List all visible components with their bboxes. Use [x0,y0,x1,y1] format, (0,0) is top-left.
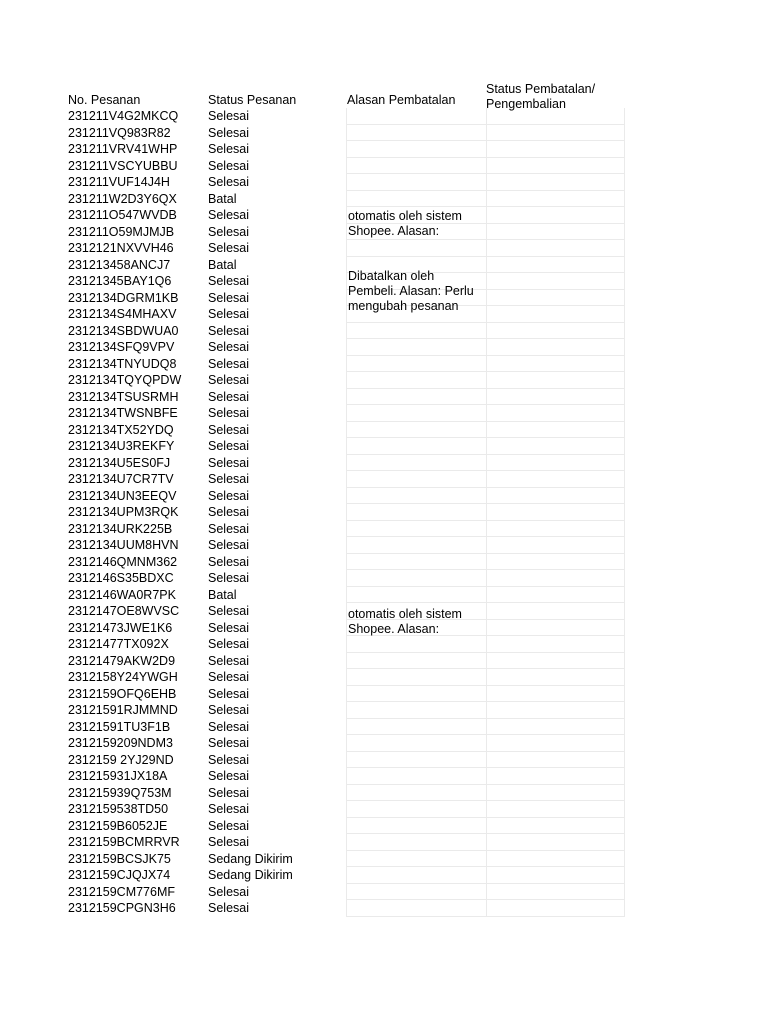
order-status-cell: Batal [208,257,237,272]
table-row [67,686,625,703]
order-number-cell: 2312134UN3EEQV [68,488,177,503]
header-order-status: Status Pesanan [208,93,297,107]
order-number-cell: 2312159OFQ6EHB [68,686,177,701]
table-row [67,471,625,488]
table-row [67,570,625,587]
cancel-reason-cell [346,735,486,752]
table-row [67,455,625,472]
order-number-cell: 231211VRV41WHP [68,142,178,156]
table-body [67,108,625,917]
order-status-cell: Selesai [208,406,249,420]
table-row [67,240,625,257]
note-line: Shopee. Alasan: [348,224,440,238]
order-status-cell: Selesai [208,769,249,783]
order-status-cell: Selesai [208,455,249,470]
cancel-reason-cell [346,818,486,835]
table-row [67,356,625,373]
table-header [67,82,625,111]
order-status-cell: Selesai [208,901,249,915]
order-number-cell: 231215939Q753M [68,785,172,800]
order-number-cell: 2312159 2YJ29ND [68,752,174,767]
order-number-cell: 2312134DGRM1KB [68,290,179,305]
cancel-status-cell [486,356,625,373]
order-status-cell: Selesai [208,637,249,651]
cancel-reason-cell [346,504,486,521]
cancel-reason-cell [346,554,486,571]
cancel-status-cell [486,785,625,802]
cancel-reason-cell [346,636,486,653]
cancel-reason-cell [346,339,486,356]
table-row [67,207,625,224]
cancel-status-cell [486,389,625,406]
order-status-cell: Selesai [208,373,249,387]
cancel-status-cell [486,653,625,670]
order-number-cell: 231215931JX18A [68,769,168,783]
cancel-status-cell [486,306,625,323]
cancel-status-cell [486,273,625,290]
order-status-cell: Selesai [208,719,249,734]
order-number-cell: 231211V4G2MKCQ [68,109,179,123]
cancel-status-cell [486,603,625,620]
cancel-reason-cell [346,900,486,917]
cancel-reason-cell [346,422,486,439]
table-row [67,141,625,158]
order-number-cell: 231211VQ983R82 [68,125,171,140]
order-number-cell: 2312134S4MHAXV [68,307,177,321]
cancel-status-cell [486,207,625,224]
table-row [67,636,625,653]
header-cancel-status-line1: Status Pembatalan/ [486,82,596,96]
cancel-reason-cell [346,884,486,901]
order-number-cell: 2312159BCSJK75 [68,851,171,866]
cancel-reason-cell [346,141,486,158]
cancel-status-cell [486,884,625,901]
cancel-reason-cell [346,372,486,389]
note-line: otomatis oleh sistem [348,209,462,223]
cancel-status-cell [486,570,625,587]
cancel-reason-cell [346,240,486,257]
table-row [67,224,625,241]
table-row [67,752,625,769]
cancel-reason-cell [346,174,486,191]
cancel-status-cell [486,422,625,439]
order-status-cell: Selesai [208,752,249,767]
order-number-cell: 2312159209NDM3 [68,736,173,750]
order-status-cell: Selesai [208,488,249,503]
cancel-reason-cell [346,125,486,142]
order-status-cell: Selesai [208,670,249,684]
cancel-reason-note [348,269,474,314]
table-row [67,587,625,604]
cancel-status-cell [486,438,625,455]
order-number-cell: 2312158Y24YWGH [68,670,178,684]
header-cancel-reason: Alasan Pembatalan [347,93,456,107]
table-row [67,768,625,785]
cancel-reason-cell [346,108,486,125]
table-row [67,851,625,868]
cancel-reason-cell [346,785,486,802]
order-status-cell: Selesai [208,340,249,354]
order-status-cell: Selesai [208,653,249,668]
order-status-cell: Selesai [208,554,249,569]
note-line: Dibatalkan oleh [348,269,435,283]
cancel-status-cell [486,752,625,769]
table-row [67,735,625,752]
cancel-status-cell [486,719,625,736]
order-status-cell: Selesai [208,175,249,189]
cancel-status-cell [486,224,625,241]
table-row [67,306,625,323]
order-status-cell: Selesai [208,422,249,437]
table-row [67,405,625,422]
order-number-cell: 2312121NXVVH46 [68,241,174,255]
cancel-status-cell [486,257,625,274]
order-number-cell: 2312159CPGN3H6 [68,901,176,915]
order-status-cell: Selesai [208,785,249,800]
cancel-status-cell [486,851,625,868]
order-status-cell: Selesai [208,274,249,288]
order-number-cell: 2312159B6052JE [68,818,168,833]
cancel-reason-cell [346,405,486,422]
cancel-reason-cell [346,158,486,175]
order-number-cell: 2312134U7CR7TV [68,472,174,486]
table-row [67,158,625,175]
order-status-cell: Selesai [208,290,249,305]
order-status-cell: Selesai [208,356,249,371]
order-status-cell: Selesai [208,686,249,701]
cancel-status-cell [486,554,625,571]
cancel-status-cell [486,141,625,158]
table-row [67,389,625,406]
table-row [67,108,625,125]
cancel-status-cell [486,504,625,521]
table-row [67,273,625,290]
order-status-cell: Selesai [208,884,249,899]
order-number-cell: 2312159BCMRRVR [68,835,180,849]
table-row [67,785,625,802]
cancel-status-cell [486,372,625,389]
table-row [67,290,625,307]
table-row [67,900,625,917]
order-status-cell: Selesai [208,472,249,486]
order-status-cell: Selesai [208,389,249,404]
cancel-reason-cell [346,768,486,785]
cancel-reason-cell [346,570,486,587]
order-number-cell: 23121473JWE1K6 [68,620,173,635]
order-status-cell: Selesai [208,142,249,156]
cancel-status-cell [486,191,625,208]
cancel-status-cell [486,174,625,191]
cancel-reason-cell [346,653,486,670]
table-row [67,653,625,670]
cancel-reason-cell [346,752,486,769]
table-row [67,257,625,274]
order-number-cell: 231211O59MJMJB [68,224,175,239]
cancel-reason-cell [346,669,486,686]
order-status-cell: Selesai [208,439,249,453]
cancel-status-cell [486,125,625,142]
order-status-cell: Selesai [208,802,249,816]
order-status-cell: Selesai [208,736,249,750]
cancel-reason-cell [346,834,486,851]
order-status-cell: Selesai [208,241,249,255]
cancel-reason-note [348,209,462,239]
order-number-cell: 2312146S35BDXC [68,571,174,585]
order-number-cell: 23121477TX092X [68,637,169,651]
table-row [67,339,625,356]
order-status-cell: Selesai [208,818,249,833]
order-number-cell: 2312134TX52YDQ [68,422,174,437]
table-row [67,488,625,505]
table-row [67,620,625,637]
order-status-cell: Selesai [208,703,249,717]
order-number-cell: 23121345BAY1Q6 [68,274,172,288]
table-row [67,884,625,901]
order-status-cell: Selesai [208,323,249,338]
order-status-cell: Selesai [208,505,249,519]
table-row [67,174,625,191]
order-status-cell: Selesai [208,109,249,123]
cancel-status-cell [486,521,625,538]
cancel-status-cell [486,867,625,884]
order-number-cell: 2312134TSUSRMH [68,389,179,404]
order-status-cell: Selesai [208,307,249,321]
cancel-reason-cell [346,455,486,472]
order-number-cell: 2312159CM776MF [68,884,176,899]
order-number-cell: 2312134TQYQPDW [68,373,182,387]
note-line: Pembeli. Alasan: Perlu [348,284,474,298]
order-status-cell: Selesai [208,604,249,618]
cancel-reason-cell [346,356,486,373]
cancel-reason-cell [346,438,486,455]
cancel-status-cell [486,537,625,554]
order-number-cell: 2312134SBDWUA0 [68,323,179,338]
cancel-status-cell [486,834,625,851]
table-row [67,867,625,884]
order-number-cell: 2312159CJQJX74 [68,868,171,882]
table-row [67,372,625,389]
cancel-reason-cell [346,686,486,703]
order-number-cell: 2312134U3REKFY [68,439,175,453]
cancel-status-cell [486,290,625,307]
cancel-reason-cell [346,323,486,340]
table-row [67,554,625,571]
cancel-reason-note [348,607,462,637]
order-status-cell: Batal [208,587,237,602]
table-row [67,438,625,455]
order-number-cell: 2312134UUM8HVN [68,538,179,552]
table-row [67,834,625,851]
cancel-status-cell [486,686,625,703]
cancel-status-cell [486,108,625,125]
order-status-cell: Batal [208,191,237,206]
note-line: otomatis oleh sistem [348,607,462,621]
table-row [67,504,625,521]
order-number-cell: 2312134SFQ9VPV [68,340,175,354]
order-number-cell: 2312134UPM3RQK [68,505,179,519]
order-number-cell: 2312134URK225B [68,521,173,536]
cancel-status-cell [486,900,625,917]
order-status-cell: Selesai [208,208,249,222]
order-number-cell: 23121479AKW2D9 [68,653,176,668]
order-number-cell: 2312134TWSNBFE [68,406,178,420]
order-number-cell: 2312134U5ES0FJ [68,455,171,470]
order-status-cell: Selesai [208,125,249,140]
table-row [67,537,625,554]
table-row [67,422,625,439]
cancel-status-cell [486,768,625,785]
order-number-cell: 231211VUF14J4H [68,175,170,189]
table-row [67,603,625,620]
header-order-no: No. Pesanan [68,93,141,107]
table-row [67,669,625,686]
cancel-reason-cell [346,801,486,818]
header-cancel-status-line2: Pengembalian [486,97,566,111]
order-number-cell: 23121591TU3F1B [68,719,171,734]
order-number-cell: 2312146QMNM362 [68,554,178,569]
order-number-cell: 23121591RJMMND [68,703,178,717]
cancel-status-cell [486,636,625,653]
cancel-status-cell [486,158,625,175]
order-status-cell: Selesai [208,521,249,536]
cancel-status-cell [486,818,625,835]
cancel-status-cell [486,455,625,472]
order-status-cell: Sedang Dikirim [208,868,293,882]
table-row [67,818,625,835]
order-status-cell: Selesai [208,538,249,552]
table-row [67,801,625,818]
cancel-reason-cell [346,587,486,604]
cancel-reason-cell [346,471,486,488]
cancel-reason-cell [346,537,486,554]
cancel-status-cell [486,735,625,752]
cancel-status-cell [486,620,625,637]
cancel-reason-cell [346,488,486,505]
order-status-cell: Selesai [208,571,249,585]
table-row [67,719,625,736]
order-status-cell: Selesai [208,224,249,239]
cancel-reason-cell [346,521,486,538]
table-row [67,191,625,208]
order-status-cell: Selesai [208,835,249,849]
cancel-reason-cell [346,191,486,208]
order-number-cell: 231211VSCYUBBU [68,158,178,173]
cancel-reason-cell [346,702,486,719]
note-line: mengubah pesanan [348,299,459,313]
order-number-cell: 2312134TNYUDQ8 [68,356,177,371]
cancel-status-cell [486,488,625,505]
order-status-cell: Selesai [208,620,249,635]
cancel-reason-cell [346,851,486,868]
cancel-reason-cell [346,719,486,736]
cancel-reason-cell [346,389,486,406]
order-number-cell: 2312159538TD50 [68,802,169,816]
note-line: Shopee. Alasan: [348,622,440,636]
order-number-cell: 2312147OE8WVSC [68,604,180,618]
order-number-cell: 231211O547WVDB [68,208,177,222]
order-table [67,82,625,917]
order-number-cell: 231213458ANCJ7 [68,257,171,272]
cancel-status-cell [486,471,625,488]
cancel-status-cell [486,587,625,604]
order-number-cell: 2312146WA0R7PK [68,587,176,602]
order-status-cell: Sedang Dikirim [208,851,293,866]
cancel-status-cell [486,801,625,818]
cancel-reason-cell [346,867,486,884]
table-row [67,702,625,719]
cancel-status-cell [486,339,625,356]
cancel-status-cell [486,405,625,422]
cancel-status-cell [486,702,625,719]
order-number-cell: 231211W2D3Y6QX [68,191,177,206]
table-row [67,521,625,538]
order-status-cell: Selesai [208,158,249,173]
table-row [67,323,625,340]
cancel-status-cell [486,669,625,686]
table-row [67,125,625,142]
cancel-status-cell [486,240,625,257]
cancel-status-cell [486,323,625,340]
